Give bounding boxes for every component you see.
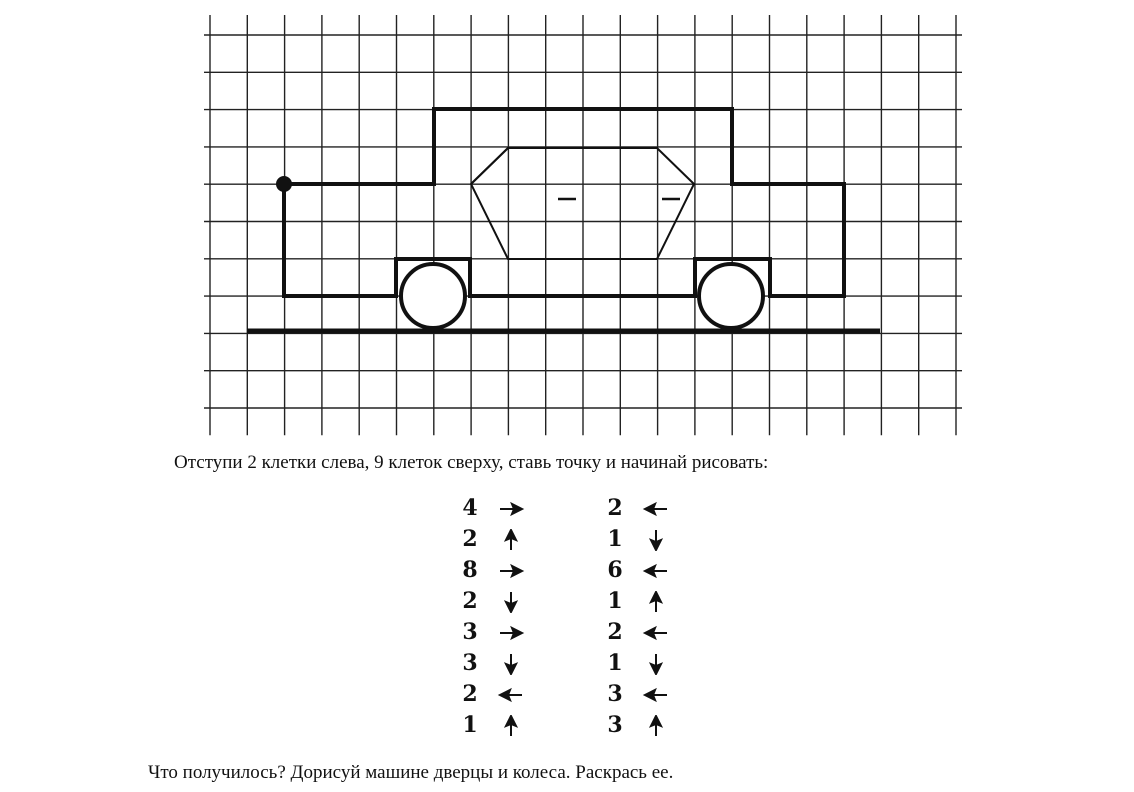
step-instruction bbox=[604, 587, 694, 618]
step-instruction bbox=[459, 618, 549, 649]
front-wheel bbox=[401, 264, 465, 328]
step-count: 1 bbox=[607, 526, 623, 552]
rear-wheel bbox=[699, 264, 763, 328]
step-instruction bbox=[604, 680, 694, 711]
arrow-right-icon bbox=[497, 622, 525, 644]
step-count: 1 bbox=[607, 650, 623, 676]
arrow-left-icon bbox=[497, 684, 525, 706]
step-instruction bbox=[459, 680, 549, 711]
step-count: 2 bbox=[607, 495, 623, 521]
step-instruction bbox=[459, 494, 549, 525]
arrow-left-icon bbox=[642, 622, 670, 644]
arrow-down-icon bbox=[497, 653, 525, 675]
step-instruction bbox=[459, 649, 549, 680]
arrow-left-icon bbox=[642, 684, 670, 706]
step-instruction bbox=[604, 494, 694, 525]
step-count: 2 bbox=[462, 588, 478, 614]
step-instruction bbox=[604, 711, 694, 742]
step-count: 4 bbox=[462, 495, 478, 521]
step-count: 2 bbox=[462, 681, 478, 707]
step-instruction bbox=[604, 649, 694, 680]
arrow-down-icon bbox=[497, 591, 525, 613]
arrow-up-icon bbox=[642, 591, 670, 613]
step-instruction bbox=[459, 556, 549, 587]
steps-column-right bbox=[604, 494, 694, 742]
step-instruction bbox=[604, 556, 694, 587]
step-instruction bbox=[459, 525, 549, 556]
arrow-up-icon bbox=[642, 715, 670, 737]
step-instruction bbox=[604, 618, 694, 649]
start-point-dot bbox=[276, 176, 292, 192]
step-instruction bbox=[459, 711, 549, 742]
arrow-right-icon bbox=[497, 560, 525, 582]
instruction-text: Отступи 2 клетки слева, 9 клеток сверху, ставь точку и начинай рисовать: bbox=[174, 452, 769, 473]
arrow-down-icon bbox=[642, 653, 670, 675]
question-text: Что получилось? Дорисуй машине дверцы и колеса. Раскрась ее. bbox=[148, 762, 674, 783]
step-count: 3 bbox=[462, 619, 478, 645]
step-count: 8 bbox=[462, 557, 478, 583]
step-count: 3 bbox=[462, 650, 478, 676]
car-outline bbox=[284, 109, 844, 296]
step-instruction bbox=[459, 587, 549, 618]
arrow-up-icon bbox=[497, 529, 525, 551]
grid-lines bbox=[204, 15, 962, 440]
step-count: 2 bbox=[462, 526, 478, 552]
step-count: 1 bbox=[607, 588, 623, 614]
window-crossbar-left bbox=[471, 148, 508, 184]
arrow-up-icon bbox=[497, 715, 525, 737]
step-count: 1 bbox=[462, 712, 478, 738]
arrow-left-icon bbox=[642, 560, 670, 582]
car-body-path bbox=[284, 109, 844, 296]
step-count: 3 bbox=[607, 681, 623, 707]
step-count: 6 bbox=[607, 557, 623, 583]
steps-column-left bbox=[459, 494, 549, 742]
step-count: 3 bbox=[607, 712, 623, 738]
arrow-down-icon bbox=[642, 529, 670, 551]
arrow-left-icon bbox=[642, 498, 670, 520]
arrow-right-icon bbox=[497, 498, 525, 520]
step-instruction bbox=[604, 525, 694, 556]
step-count: 2 bbox=[607, 619, 623, 645]
